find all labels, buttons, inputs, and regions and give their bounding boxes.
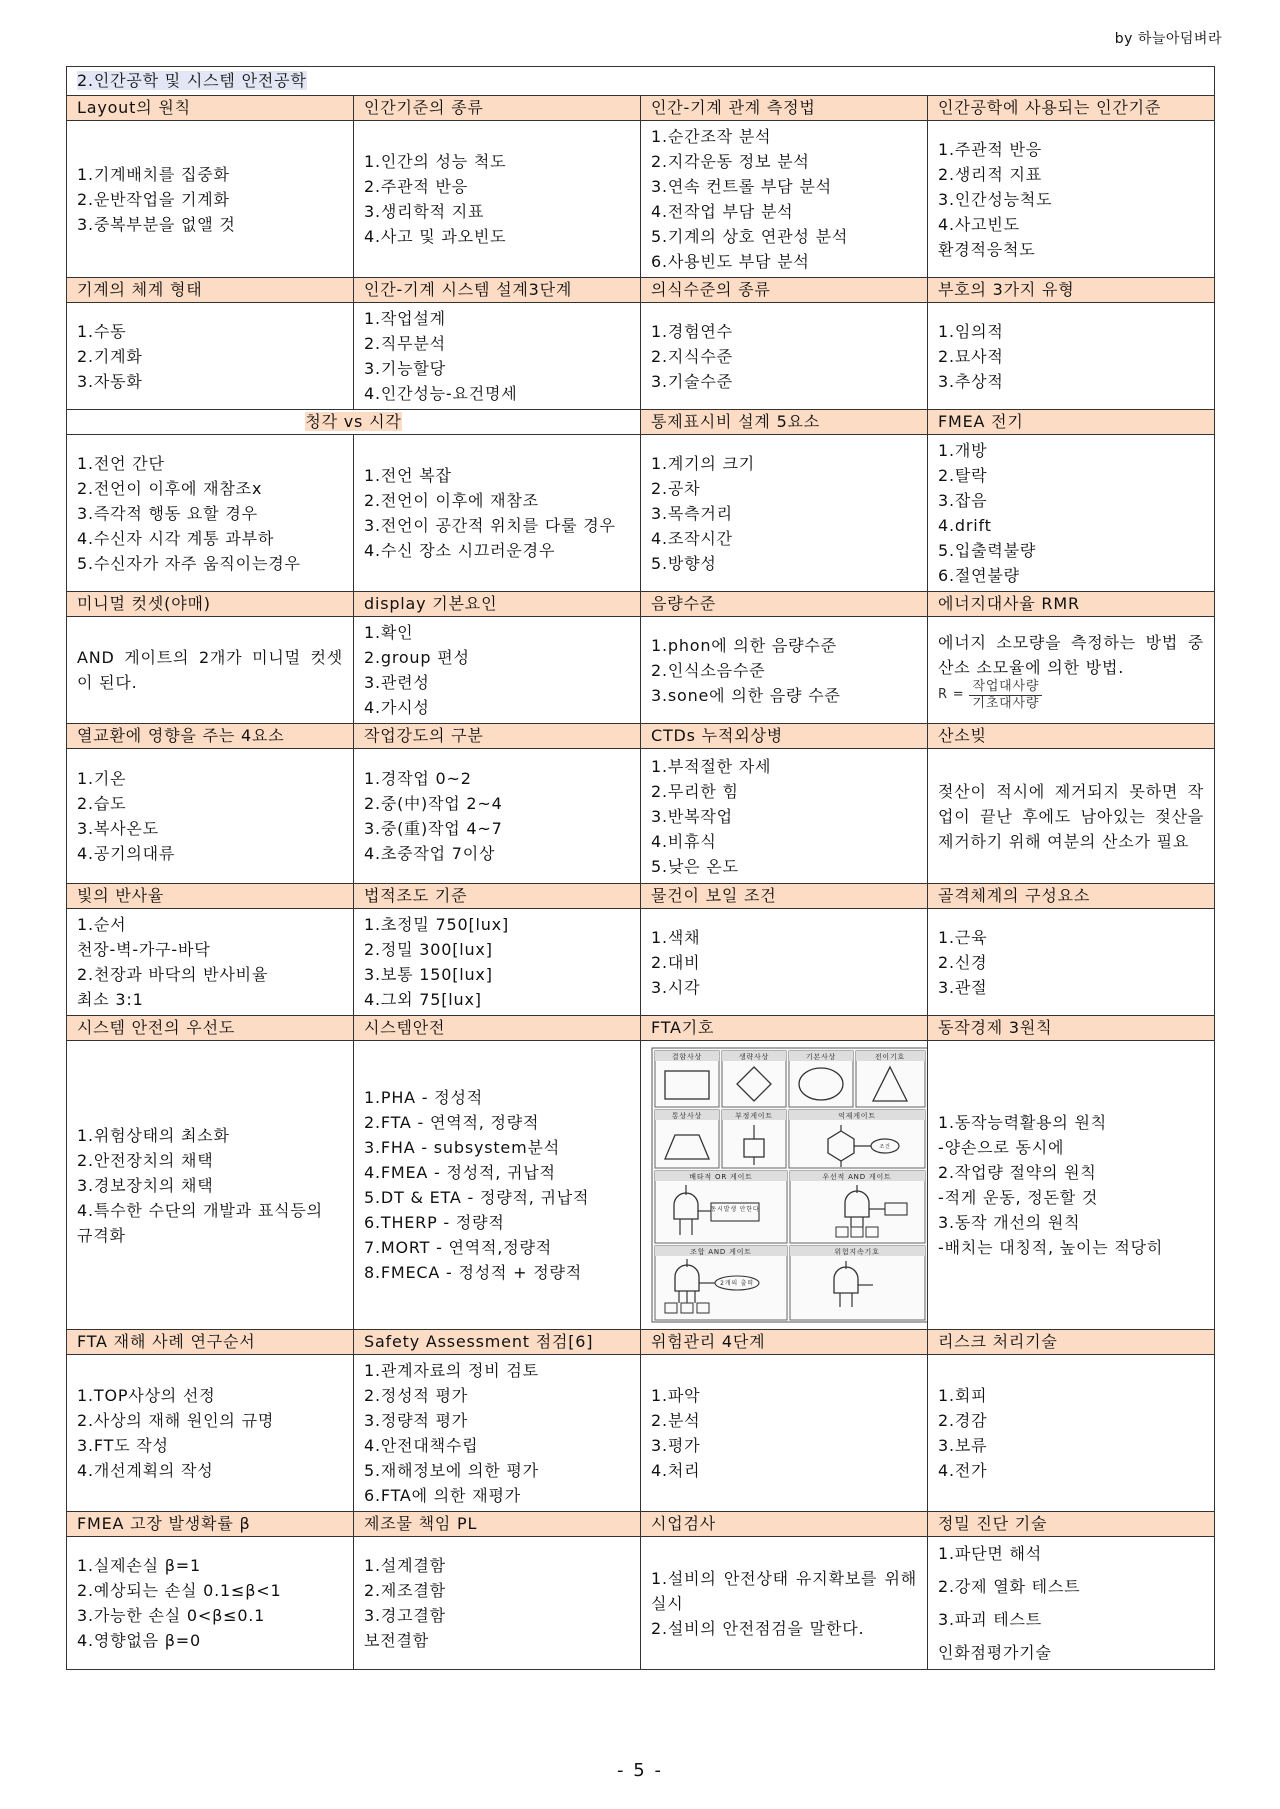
list-item: 2.신경 [938,952,988,972]
list-item: 4.사고 및 과오빈도 [364,227,507,246]
list-item: 3.즉각적 행동 요할 경우 [77,503,258,523]
list-item: 1.동작능력활용의 원칙 [938,1113,1108,1132]
list-item: 1.개방 [938,441,988,460]
list-item: -배치는 대칭적, 높이는 적당히 [938,1238,1164,1257]
header-human-criteria-types: 인간기준의 종류 [354,96,641,121]
cell-risk-treatment [928,1355,1215,1512]
list-item: 1.경작업 0~2 [364,769,472,788]
list-item: 3.인간성능척도 [938,189,1053,209]
list-item: -양손으로 동시에 [938,1138,1065,1157]
list-item: 1.주관적 반응 [938,139,1043,159]
list-item: 3.시각 [651,977,701,997]
list-item: 2.예상되는 손실 0.1≤β<1 [77,1581,282,1600]
header-control-display-design: 통제표시비 설계 5요소 [641,410,928,435]
header-product-liability: 제조물 책임 PL [354,1512,641,1537]
cell-layout-principle [67,121,354,278]
cell-minimal-cutset: AND 게이트의 2개가 미니멀 컷셋이 된다. [67,617,354,724]
list-item: 3.FT도 작성 [77,1436,169,1455]
list-item: -적게 운동, 정돈할 것 [938,1188,1099,1207]
fta-label-exclusive-or: 배타적 OR 게이트 [689,1173,753,1181]
list-item: 3.정량적 평가 [364,1411,469,1430]
list-item: 2.생리적 지표 [938,164,1043,184]
list-item: 3.경고결함 [364,1606,446,1625]
list-item: 4.FMEA - 정성적, 귀납적 [364,1163,556,1182]
cell-visual [354,435,641,592]
fta-condition-label: 조건 [879,1144,891,1150]
header-display-factors: display 기본요인 [354,592,641,617]
header-ergonomics-human-criteria: 인간공학에 사용되는 인간기준 [928,96,1215,121]
list-item: 5.낮은 온도 [651,856,739,876]
header-fta-case-study: FTA 재해 사례 연구순서 [67,1330,354,1355]
list-item: 2.천장과 바닥의 반사비율 [77,965,269,984]
list-item: 4.drift [938,516,992,535]
fta-symbol-svg [651,1047,928,1323]
list-item: 5.재해정보에 의한 평가 [364,1461,539,1480]
fta-label-not-gate: 부정게이트 [735,1112,773,1120]
cell-rmr [928,617,1215,724]
list-item: 인화점평가기술 [938,1643,1052,1662]
list-item: 3.복사온도 [77,819,159,838]
list-item: 3.연속 컨트롤 부담 분석 [651,177,832,196]
list-item: 2.경감 [938,1411,988,1430]
header-loudness-level: 음량수준 [641,592,928,617]
list-item: 2.안전장치의 채택 [77,1150,214,1170]
header-visibility-conditions: 물건이 보일 조건 [641,884,928,909]
list-item: 3.경보장치의 채택 [77,1175,214,1195]
list-item: 1.경험연수 [651,321,733,341]
list-item: 3.평가 [651,1436,701,1455]
list-item: 1.전언 복잡 [364,466,452,485]
list-item: 2.지각운동 정보 분석 [651,152,810,171]
list-item: 5.방향성 [651,553,717,573]
list-item: 1.위험상태의 최소화 [77,1125,230,1145]
cell-hm-system-design [354,303,641,410]
rmr-formula-denominator: 기초대사량 [972,695,1040,711]
list-item: 환경적응척도 [938,239,1036,259]
list-item: 보전결함 [364,1631,430,1650]
section-title-cell [67,67,1215,96]
list-item: 3.전언이 공간적 위치를 다룰 경우 [364,516,616,535]
list-item: 2.전언이 이후에 재참조x [77,478,263,498]
list-item: 4.전작업 부담 분석 [651,202,794,221]
cell-ergonomics-human-criteria [928,121,1215,278]
list-item: 2.직무분석 [364,334,446,353]
list-item: 4.사고빈도 [938,214,1020,234]
list-item: 2.습도 [77,794,127,813]
cell-light-reflectance [67,909,354,1016]
header-risk-management: 위험관리 4단계 [641,1330,928,1355]
rmr-description: 에너지 소모량을 측정하는 방법 중 산소 소모율에 의한 방법. [938,632,1205,677]
list-item: 2.중(中)작업 2~4 [364,794,503,813]
header-code-types: 부호의 3가지 유형 [928,278,1215,303]
header-hm-system-design: 인간-기계 시스템 설계3단계 [354,278,641,303]
fta-label-omitted-event: 생략사상 [738,1053,770,1061]
fta-comb-note: 2개의 출력 [720,1280,754,1287]
list-item: 2.공차 [651,478,701,498]
list-item: 1.관계자료의 정비 검토 [364,1361,539,1380]
rmr-formula-numerator: 작업대사량 [969,680,1042,696]
header-system-safety: 시스템안전 [354,1016,641,1041]
list-item: 2.기계화 [77,346,143,366]
header-auditory-vs-visual-cell [67,410,641,435]
list-item: 1.기계배치를 집중화 [77,164,230,184]
cell-code-types [928,303,1215,410]
list-item: 4.조작시간 [651,528,733,548]
list-item: 3.동작 개선의 원칙 [938,1213,1081,1232]
list-item: 4.개선계획의 작성 [77,1461,214,1480]
list-item: 1.색채 [651,927,701,947]
list-item: 4.공기의대류 [77,844,176,863]
list-item: 1.인간의 성능 척도 [364,152,507,171]
list-item: 1.phon에 의한 음량수준 [651,635,837,655]
list-item: 1.수동 [77,321,127,341]
list-item: 4.인간성능-요건명세 [364,384,518,403]
list-item: 3.잡음 [938,491,988,510]
cell-work-intensity [354,749,641,884]
header-work-intensity: 작업강도의 구분 [354,724,641,749]
cell-legal-illuminance [354,909,641,1016]
list-item: 7.MORT - 연역적,정량적 [364,1238,552,1257]
list-item: 3.관련성 [364,673,430,692]
header-ctds: CTDs 누적외상병 [641,724,928,749]
list-item: 2.주관적 반응 [364,177,469,196]
list-item: 천장-벽-가구-바닥 [77,940,211,959]
rmr-formula-lhs: R = [938,687,965,702]
cell-fta-case-study [67,1355,354,1512]
list-item: 3.관절 [938,977,988,997]
list-item: 2.묘사적 [938,346,1004,366]
section-title: 2.인간공학 및 시스템 안전공학 [77,71,307,90]
cell-precision-diagnosis [928,1537,1215,1670]
cell-human-machine-measurement [641,121,928,278]
list-item: 4.전가 [938,1461,988,1480]
summary-table [66,66,1215,1670]
list-item: 1.실제손실 β=1 [77,1556,201,1575]
header-human-machine-measurement: 인간-기계 관계 측정법 [641,96,928,121]
cell-fta-symbols [641,1041,928,1330]
fta-label-normal-event: 통상사상 [671,1112,703,1120]
cell-startup-inspection [641,1537,928,1670]
list-item: 1.임의적 [938,321,1004,341]
fta-label-inhibit-gate: 억제게이트 [838,1112,876,1120]
list-item: 2.제조결함 [364,1581,446,1600]
header-fta-symbols: FTA기호 [641,1016,928,1041]
list-item: 2.정성적 평가 [364,1386,469,1405]
fta-xor-note: 동시발생 안한다 [710,1206,760,1213]
list-item: 1.근육 [938,927,988,947]
header-motion-economy: 동작경제 3원칙 [928,1016,1215,1041]
cell-display-factors [354,617,641,724]
list-item: 3.기능할당 [364,359,446,378]
header-system-safety-priority: 시스템 안전의 우선도 [67,1016,354,1041]
header-consciousness-level: 의식수준의 종류 [641,278,928,303]
list-item: 4.가시성 [364,698,430,717]
header-layout-principle: Layout의 원칙 [67,96,354,121]
list-item: 1.초정밀 750[lux] [364,915,509,934]
cell-consciousness-level [641,303,928,410]
cell-human-criteria-types [354,121,641,278]
cell-loudness-level [641,617,928,724]
list-item: 2.운반작업을 기계화 [77,189,230,209]
header-machine-system-type: 기계의 체계 형태 [67,278,354,303]
list-item: 6.절연불량 [938,566,1020,585]
cell-system-safety [354,1041,641,1330]
cell-machine-system-type [67,303,354,410]
list-item: 2.전언이 이후에 재참조 [364,491,539,510]
list-item: 2.지식수준 [651,346,733,366]
list-item: 1.회피 [938,1386,988,1405]
header-minimal-cutset: 미니멀 컷셋(야매) [67,592,354,617]
list-item: 1.파악 [651,1386,701,1405]
list-item: 1.TOP사상의 선정 [77,1386,216,1405]
cell-product-liability [354,1537,641,1670]
list-item: 1.설계결함 [364,1556,446,1575]
fta-label-risk-duration: 위험지속기호 [834,1248,880,1256]
header-risk-treatment: 리스크 처리기술 [928,1330,1215,1355]
list-item: 1.PHA - 정성적 [364,1088,484,1107]
list-item: 5.기계의 상호 연관성 분석 [651,227,849,246]
cell-safety-assessment [354,1355,641,1512]
list-item: 2.무리한 힘 [651,781,739,801]
list-item: 2.대비 [651,952,701,972]
header-startup-inspection: 시업검사 [641,1512,928,1537]
header-auditory-vs-visual: 청각 vs 시각 [305,412,402,431]
list-item: 3.FHA - subsystem분석 [364,1138,560,1157]
fta-label-combination-and: 조합 AND 게이트 [690,1248,752,1256]
list-item: 3.중(重)작업 4~7 [364,819,503,838]
list-item: 4.안전대책수립 [364,1436,479,1455]
header-rmr: 에너지대사율 RMR [928,592,1215,617]
header-fmea-probability: FMEA 고장 발생확률 β [67,1512,354,1537]
cell-fmea-electric [928,435,1215,592]
cell-fmea-probability [67,1537,354,1670]
cell-ctds [641,749,928,884]
cell-oxygen-debt: 젖산이 적시에 제거되지 못하면 작업이 끝난 후에도 남아있는 젖산을 제거하기 위해 여분의 산소가 필요 [928,749,1215,884]
list-item: 1.파단면 해석 [938,1544,1043,1563]
list-item: 1.순간조작 분석 [651,127,772,146]
cell-system-safety-priority [67,1041,354,1330]
list-item: 4.수신 장소 시끄러운경우 [364,541,556,560]
list-item: 3.파괴 테스트 [938,1610,1043,1629]
cell-skeletal-system [928,909,1215,1016]
fta-label-transfer: 전이기호 [874,1053,906,1061]
list-item: 2.사상의 재해 원인의 규명 [77,1411,275,1430]
list-item: 2.인식소음수준 [651,660,766,680]
list-item: 3.자동화 [77,371,143,391]
header-oxygen-debt: 산소빚 [928,724,1215,749]
list-item: 5.DT & ETA - 정량적, 귀납적 [364,1188,590,1207]
header-precision-diagnosis: 정밀 진단 기술 [928,1512,1215,1537]
list-item: 4.초중작업 7이상 [364,844,496,863]
list-item: 1.순서 [77,915,127,934]
list-item: 5.입출력불량 [938,541,1037,560]
cell-auditory [67,435,354,592]
page-number: - 5 - [617,1760,663,1781]
list-item: 4.수신자 시각 계통 과부하 [77,528,275,548]
list-item: 1.확인 [364,623,414,642]
list-item: 3.반복작업 [651,806,733,826]
list-item: 2.작업량 절약의 원칙 [938,1163,1097,1182]
list-item: 3.목측거리 [651,503,733,523]
list-item: 6.사용빈도 부담 분석 [651,252,810,271]
list-item: 4.영향없음 β=0 [77,1631,201,1650]
header-fmea-electric: FMEA 전기 [928,410,1215,435]
fta-label-basic-event: 기본사상 [805,1053,837,1061]
header-legal-illuminance: 법적조도 기준 [354,884,641,909]
list-item: 4.처리 [651,1461,701,1480]
list-item: 2.정밀 300[lux] [364,940,493,959]
cell-visibility-conditions [641,909,928,1016]
list-item: 3.추상적 [938,371,1004,391]
author-credit: by 하늘아덤벼라 [1114,31,1222,47]
list-item: 1.설비의 안전상태 유지확보를 위해 실시 [651,1568,917,1613]
list-item: 1.계기의 크기 [651,453,756,473]
header-skeletal-system: 골격체계의 구성요소 [928,884,1215,909]
list-item: 6.FTA에 의한 재평가 [364,1486,521,1505]
list-item: 8.FMECA - 정성적 + 정량적 [364,1263,582,1282]
list-item: 3.보통 150[lux] [364,965,493,984]
fta-label-priority-and: 우선적 AND 게이트 [822,1173,892,1181]
list-item: 1.기온 [77,769,127,788]
list-item: 3.보류 [938,1436,988,1455]
list-item: 2.강제 열화 테스트 [938,1577,1081,1596]
list-item: 3.가능한 손실 0<β≤0.1 [77,1606,266,1625]
list-item: 2.설비의 안전점검을 말한다. [651,1618,865,1638]
list-item: 1.전언 간단 [77,453,165,473]
header-light-reflectance: 빛의 반사율 [67,884,354,909]
list-item: 2.FTA - 연역적, 정량적 [364,1113,540,1132]
list-item: 5.수신자가 자주 움직이는경우 [77,553,301,573]
list-item: 4.그외 75[lux] [364,990,482,1009]
list-item: 1.작업설계 [364,309,446,328]
list-item: 3.sone에 의한 음량 수준 [651,685,841,705]
list-item: 4.비휴식 [651,831,717,851]
list-item: 4.특수한 수단의 개발과 표식등의 규격화 [77,1200,323,1245]
fta-label-fault-event: 결함사상 [671,1053,703,1061]
list-item: 3.생리학적 지표 [364,202,485,221]
list-item: 6.THERP - 정량적 [364,1213,505,1232]
cell-motion-economy [928,1041,1215,1330]
list-item: 3.중복부분을 없앨 것 [77,214,236,234]
cell-heat-exchange [67,749,354,884]
list-item: 2.분석 [651,1411,701,1430]
fta-symbol-figure [651,1047,917,1323]
list-item: 3.기술수준 [651,371,733,391]
list-item: 1.부적절한 자세 [651,756,772,776]
header-safety-assessment: Safety Assessment 점검[6] [354,1330,641,1355]
list-item: 2.탈락 [938,466,988,485]
rmr-formula [938,680,1042,711]
header-heat-exchange: 열교환에 영향을 주는 4요소 [67,724,354,749]
list-item: 최소 3:1 [77,990,144,1009]
cell-risk-management [641,1355,928,1512]
list-item: 2.group 편성 [364,648,470,667]
cell-control-display-design [641,435,928,592]
